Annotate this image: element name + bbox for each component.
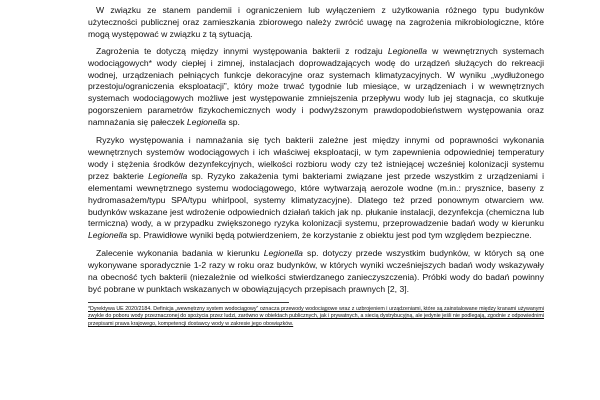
paragraph-text: Ryzyko występowania i namnażania się tych bakterii zależne jest między innymi od poprawności wykonania wewnętrznych systemów wodociągowych i ich właściwej eksploatacji, w tym zapewnienia odpowiedniej temperatury wody i stężenia środków dezynfekcyjnych, wielkości rozbioru wody czy też istniejącej wcześniej kolonizacji systemu przez bakterie (88, 135, 544, 181)
genus-name-italic: Legionella (186, 117, 227, 128)
genus-name-italic: Legionella (387, 45, 427, 56)
paragraph-text: W związku ze stanem pandemii i ograniczeniem lub wyłączeniem z użytkowania różnego typu budynków użyteczności publicznej oraz zamieszkania zbiorowego należy zwrócić uwagę na zagrożenia mikrobiologiczne, które mogą występować w związku z tą sytuacją. (88, 5, 544, 39)
paragraph-text: w wewnętrznych systemach wodociągowych* wody ciepłej i zimnej, instalacjach doprowadzających wodę do urządzeń służących do rekreacji wodnej, urządzeniach pełniących funkcje dekoracyjne oraz systemach klimatyzacyjnych. W wyniku „wydłużonego przestoju/ograniczenia eksploatacji”, który może trwać tygodnie lub miesiące, w urządzeniach i w wewnętrznych systemach wodociągowych możliwe jest występowanie zmniejszenia przepływu wody lub jej stagnacja, co skutkuje pogorszeniem parametrów fizykochemicznych wody i podwyższonym prawdopodobieństwem występowania oraz namnażania się pałeczek (88, 45, 544, 128)
footnote-text: *Dyrektywa UE 2020/2184. Definicja „wewnętrzny system wodociągowy” oznacza przewody wodociągowe wraz z uzbrojeniem i urządzeniami, które są zainstalowane między kranami używanymi zwykle do poboru wody przeznaczonej do spożycia przez ludzi, zarówno w obiektach publicznych, jak i prywatnych, a siecią dystrybucyjną, ale jedynie jeśli nie podlegają, zgodnie z odpowiednimi przepisami prawa krajowego, kompetencji dostawcy wody w zakresie jego obowiązków. (88, 305, 544, 327)
footnote (88, 306, 544, 328)
paragraph-4 (88, 248, 544, 296)
paragraph-1 (88, 5, 544, 41)
paragraph-text: Zalecenie wykonania badania w kierunku (96, 248, 264, 259)
paragraph-text: sp. Ryzyko zakażenia tymi bakteriami związane jest przede wszystkim z urządzeniami i elementami wewnętrznego systemu wodociągowego, które wytwarzają aerozole wodne (m.in.: prysznice, baseny z hydromasażem/typu SPA/typu whirlpool, systemy klimatyzacyjne). Dlatego też przed ponownym otwarciem ww. budynków wskazane jest wdrożenie odpowiednich działań takich jak np. płukanie instalacji, dezynfekcja (chemiczna lub termiczna) wody, a w przypadku zwiększonego ryzyka kolonizacji systemu, przeprowadzenie badań wody w kierunku (88, 170, 544, 229)
genus-name-italic: Legionella (148, 170, 188, 181)
genus-name-italic: Legionella (88, 230, 128, 241)
paragraph-2 (88, 46, 544, 129)
paragraph-text: sp. Prawidłowe wyniki będą potwierdzeniem, że korzystanie z obiektu jest pod tym względem bezpieczne. (127, 230, 532, 241)
paragraph-3 (88, 135, 544, 242)
paragraph-text: sp. dotyczy przede wszystkim budynków, w których są one wykonywane sporadycznie 1-2 razy w roku oraz budynków, w których wyniki wcześniejszych badań wody wskazywały na obecność tych bakterii (niezależnie od wielkości stwierdzanego zanieczyszczenia). Próbki wody do badań powinny być pobrane w punktach wskazanych w obowiązujących przepisach prawnych [2, 3]. (88, 248, 544, 294)
paragraph-text: Zagrożenia te dotyczą między innymi występowania bakterii z rodzaju (96, 45, 388, 56)
genus-name-italic: Legionella (263, 248, 303, 259)
footnote-separator (88, 302, 289, 303)
paragraph-text: sp. (226, 117, 240, 128)
